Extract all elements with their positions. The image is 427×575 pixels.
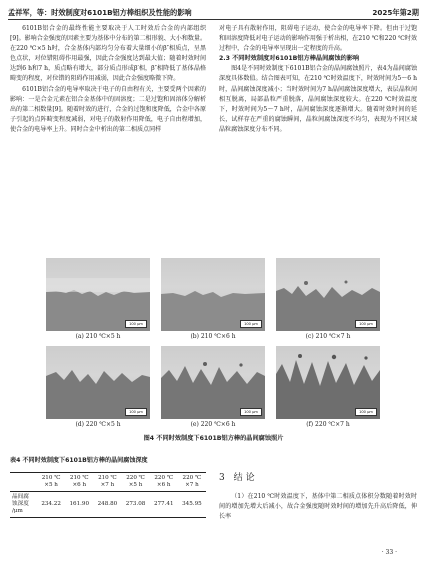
section-title: 2.3 不同时效制度对6101B铝方棒晶间腐蚀的影响 [219, 55, 360, 63]
scale-bar: 100 μm [240, 320, 262, 328]
scale-bar: 100 μm [125, 320, 147, 328]
figure-panel-a [46, 258, 150, 343]
column-header: 210 ℃ ×6 h [69, 475, 89, 488]
header-rule [8, 19, 419, 20]
micrograph [46, 258, 150, 331]
scale-bar: 100 μm [125, 408, 147, 416]
table-row [10, 492, 206, 518]
table-cell: 345.95 [182, 501, 202, 507]
corrosion-depth-table [10, 472, 206, 518]
body-paragraph: 6101B铝合金的最终性能主要取决于人工时效后合金的内部组织[9]。影响合金强度的因素主要为基体中分布的第二相形貌、大小和数量。在220 ℃×5 h时，合金基体内部均匀分布着大量细小的β″相质点，呈黑色点状，对位错阻碍作用最强，因此合金强度达到最大值；随着时效时间达到6 h和7 h，质点略有增大，部分质点形成β′相，β″相降低了基体晶格畸变的程度，对位错的阻碍作用减弱，因此合金强度略微下降。 [10, 25, 207, 83]
conclusion-title: 3 结论 [219, 473, 258, 483]
panel-label: (f) 220 ℃×7 h [306, 421, 350, 428]
figure-caption: 图4 不同时效制度下6101B铝方棒的晶间腐蚀照片 [143, 435, 284, 442]
panel-label: (a) 210 ℃×5 h [75, 333, 121, 340]
panel-label: (c) 210 ℃×7 h [305, 333, 351, 340]
micrograph [276, 346, 380, 419]
column-header: 210 ℃ ×7 h [98, 475, 117, 488]
panel-label: (d) 220 ℃×5 h [75, 421, 121, 428]
micrograph [46, 346, 150, 419]
table-cell: 273.08 [125, 501, 146, 507]
scale-bar: 100 μm [240, 408, 262, 416]
panel-label: (b) 210 ℃×6 h [190, 333, 236, 340]
left-column [10, 24, 206, 135]
column-header: 220 ℃ ×5 h [126, 475, 145, 488]
body-paragraph: （1）在210 ℃时效温度下，基体中第二相质点体积分数随着时效时间的增加先增大后减小，故合金强度随时效时间的增加先升高后降低，伸长率 [219, 493, 417, 521]
micrograph [276, 258, 380, 331]
header-title: 孟祥军，等：时效制度对6101B铝方棒组织及性能的影响 [8, 8, 192, 17]
figure-panel-e [161, 346, 265, 431]
panel-label: (e) 220 ℃×6 h [190, 421, 236, 428]
table-cell: 234.22 [41, 501, 61, 507]
body-paragraph: 对电子具有散射作用，阻碍电子运动，使合金的电导率下降。但由于过饱和固溶度降低对电子运动的影响作用强于析出相，在210 ℃和220 ℃时效过程中，合金的电导率呈现出一定程度的升高。 [219, 25, 417, 53]
table-header-row [10, 473, 206, 492]
row-header: 晶间腐 蚀深度 /μm [12, 494, 29, 514]
scale-bar: 100 μm [355, 320, 377, 328]
column-header: 220 ℃ ×6 h [154, 475, 174, 488]
micrograph [161, 346, 265, 419]
scale-bar: 100 μm [355, 408, 377, 416]
right-column [219, 24, 417, 135]
table-cell: 161.90 [69, 501, 90, 507]
table-title: 表4 不同时效制度下6101B铝方棒的晶间腐蚀深度 [10, 457, 148, 464]
figure-panel-d [46, 346, 150, 431]
figure-panel-f [276, 346, 380, 431]
table-cell: 277.41 [153, 501, 174, 507]
column-header: 210 ℃ ×5 h [41, 475, 61, 488]
conclusion-body [219, 492, 417, 522]
figure-panel-b [161, 258, 265, 343]
body-paragraph: 6101B铝合金的电导率取决于电子的自由程有关，主要受两个因素的影响：一是合金元素在铝合金基体中的固溶度；二是过饱和固溶体分解析出的第二相数量[9]。随着时效的进行，合金的过饱和度降低，合金中各原子引起的点阵畸变程度减弱，对电子的散射作用降低，电子自由程增加，使合金的电导率上升。同时合金中析出的第二相质点同样 [10, 85, 207, 133]
table-corner [10, 473, 37, 492]
header-issue: 2025年第2期 [372, 8, 419, 17]
figure-panel-c [276, 258, 380, 343]
column-header: 220 ℃ ×7 h [182, 475, 202, 488]
running-header [8, 6, 419, 20]
table-cell: 248.80 [97, 501, 118, 507]
micrograph [161, 258, 265, 331]
body-paragraph: 图4是不同时效制度下6101B铝合金的晶间腐蚀照片，表4为晶间腐蚀深度具体数值。结合图表可知，在210 ℃时效温度下，时效时间为5～6 h时，晶间腐蚀深度减小；当时效时间为7 h晶间腐蚀深度增大，表层晶粒间相互脱离，局部晶粒严重脱落，晶间腐蚀深度较大。在220 ℃时效温度下，时效时间为5～7 h时，晶间腐蚀深度逐渐增大。随着时效时间的延长，试样存在严重的腐蚀瞬间，晶粒间腐蚀深度不均匀，表现为不同区域晶粒腐蚀深度分布不同。 [219, 65, 417, 133]
page-number: · 33 · [381, 549, 397, 556]
